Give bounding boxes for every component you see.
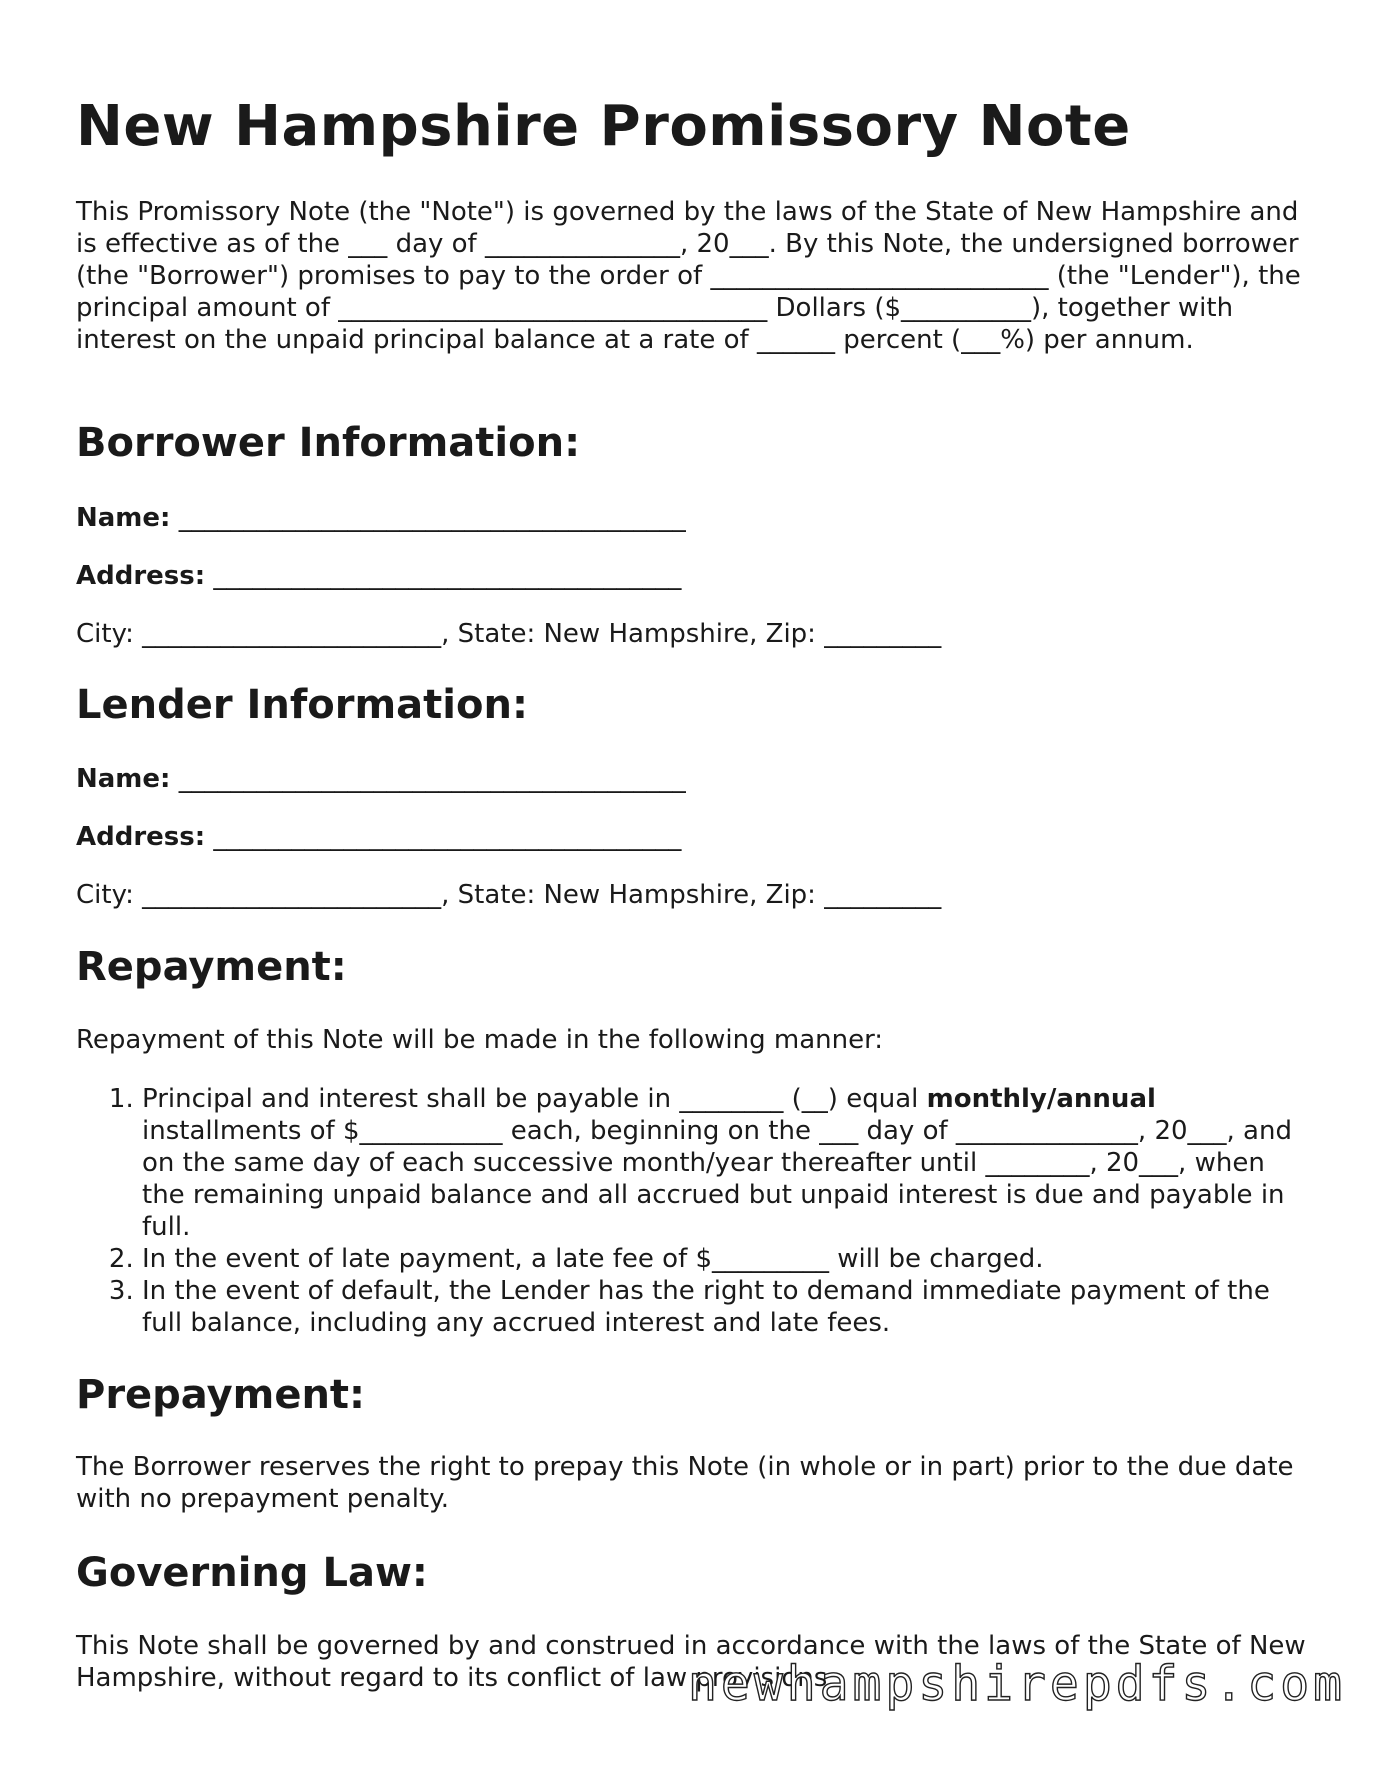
repayment-intro: Repayment of this Note will be made in the following manner: <box>76 1025 884 1055</box>
lender-name-field <box>76 763 686 795</box>
repayment-term-2: 2. In the event of late payment, a late fee of $_________ will be charged. <box>142 1243 1296 1275</box>
governing-law-text: This Note shall be governed by and construed in accordance with the laws of the State of New Hampshire, without regard to its conflict of law provisions. <box>76 1631 1306 1693</box>
lender-city-line: City: _______________________, State: New Hampshire, Zip: _________ <box>76 880 942 910</box>
borrower-heading: Borrower Information: <box>76 420 581 466</box>
borrower-name-field <box>76 502 686 534</box>
governing-law-heading: Governing Law: <box>76 1550 428 1596</box>
borrower-address-field <box>76 560 681 592</box>
prepayment-heading: Prepayment: <box>76 1372 366 1418</box>
repayment-term-1-bold: monthly/annual <box>926 1084 1156 1114</box>
repayment-term-1-text-b: installments of $___________ each, beginning on the ___ day of ______________, 20___, and on the same day of each successive month/year thereafter until ________, 20___, when the remaining unpaid balance and all accrued but unpaid interest is due and payable in full. <box>142 1116 1292 1242</box>
watermark-text: newhampshirepdfs.com <box>688 1656 1346 1712</box>
lender-address-blank: ____________________________________ <box>213 822 682 852</box>
prepayment-text: The Borrower reserves the right to prepay this Note (in whole or in part) prior to the due date with no prepayment penalty. <box>76 1452 1294 1514</box>
lender-name-label: Name: <box>76 764 171 794</box>
lender-address-label: Address: <box>76 822 206 852</box>
intro-paragraph: This Promissory Note (the "Note") is governed by the laws of the State of New Hampshire and is effective as of the ___ day of _______________, 20___. By this Note, the undersigned borrower (the "Borrower") promises to pay to the order of __________________________ (the "Lender"), the principal amount of _________________________________ Dollars ($__________), together with interest on the unpaid principal balance at a rate of ______ percent (___%) per annum. <box>76 197 1301 355</box>
borrower-name-blank: _______________________________________ <box>178 503 686 533</box>
repayment-heading: Repayment: <box>76 944 347 990</box>
document-title: New Hampshire Promissory Note <box>76 94 1131 159</box>
repayment-terms-list <box>76 1083 1296 1339</box>
borrower-city-line: City: _______________________, State: New Hampshire, Zip: _________ <box>76 619 942 649</box>
borrower-name-label: Name: <box>76 503 171 533</box>
lender-address-field <box>76 821 681 853</box>
borrower-address-label: Address: <box>76 561 206 591</box>
repayment-term-1-text-a: Principal and interest shall be payable in ________ (__) equal <box>142 1084 927 1114</box>
lender-heading: Lender Information: <box>76 682 528 728</box>
repayment-term-1 <box>142 1083 1296 1243</box>
lender-name-blank: _______________________________________ <box>178 764 686 794</box>
repayment-term-3: 3. In the event of default, the Lender has the right to demand immediate payment of the full balance, including any accrued interest and late fees. <box>142 1275 1296 1339</box>
borrower-address-blank: ____________________________________ <box>213 561 682 591</box>
